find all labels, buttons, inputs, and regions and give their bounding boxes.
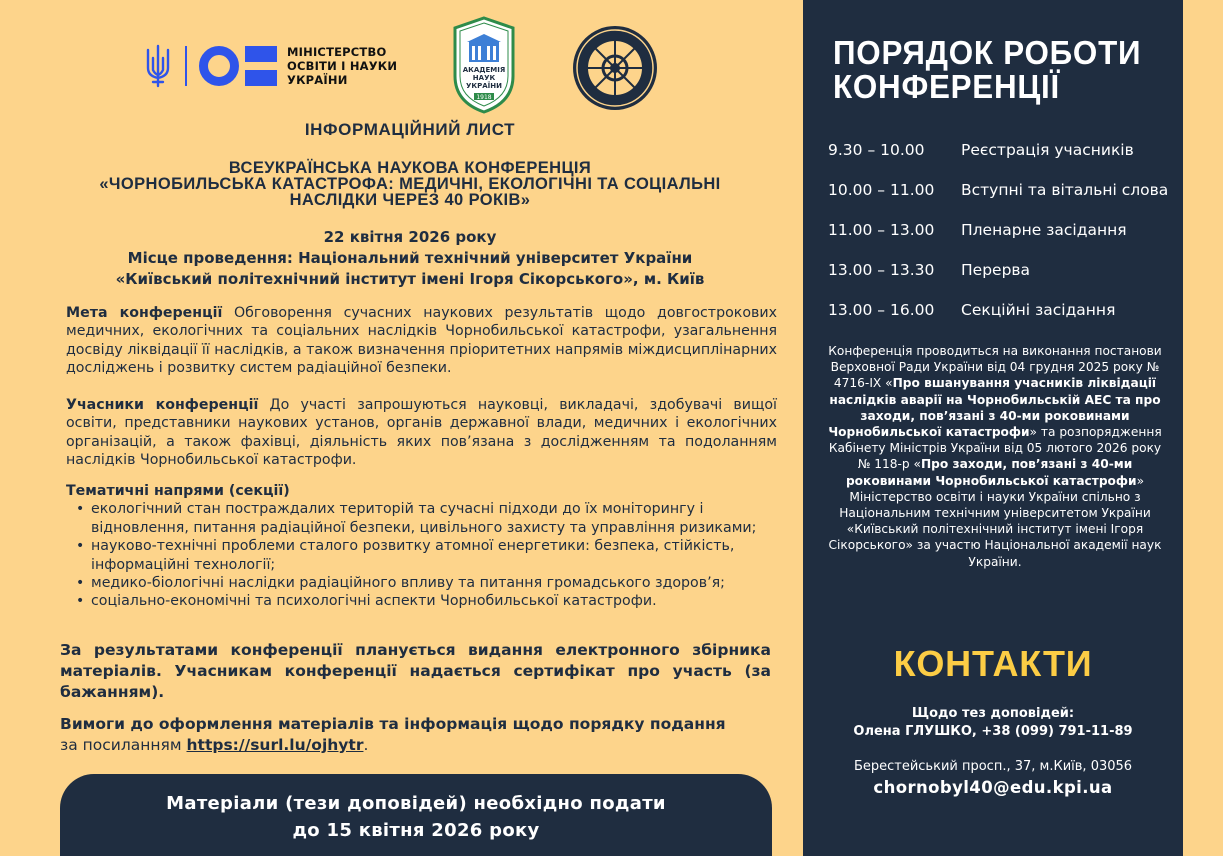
schedule-activity: Вступні та вітальні слова [961,181,1169,199]
schedule-activity: Перерва [961,261,1031,279]
decree-note: Конференція проводиться на виконання постанови Верховної Ради України від 04 грудня 2025 року № 4716-IX «Про вшанування учасників ліквідації наслідків аварії на Чорнобильській АЕС та про заходи, пов’язані з 40-ми роковинами Чорнобильської катастрофи» та розпорядження Кабінету Міністрів України від 05 лютого 2026 року № 118-р «Про заходи, пов’язані з 40-ми роковинами Чорнобильської катастрофи» Міністерство освіти і науки України спільно з Національним технічним університетом України «Київський політехнічний інститут імені Ігоря Сікорського» за участю Національної академії наук України. [828,344,1162,569]
svg-text:АКАДЕМІЯ: АКАДЕМІЯ [462,66,506,74]
logos-row [0,16,803,116]
deadline-banner: Матеріали (тези доповідей) необхідно подати до 15 квітня 2026 року [60,774,772,856]
list-item: • екологічний стан постраждалих територій та сучасні підходи до їх моніторингу і відновлення, питання радіаційної безпеки, цивільного захисту та управління ризиками; [78,500,777,537]
contact-email[interactable]: chornobyl40@edu.kpi.ua [873,778,1113,797]
contact-person: Олена ГЛУШКО, +38 (099) 791-11-89 [853,724,1133,739]
page-edge [1183,0,1223,856]
results-note: За результатами конференції планується видання електронного збірника матеріалів. Учасникам конференції надається сертифікат про участь (за бажанням). [60,641,771,701]
contacts-title: КОНТАКТИ [893,643,1093,684]
list-item: • соціально-економічні та психологічні аспекти Чорнобильської катастрофи. [78,592,777,610]
participants-paragraph: Учасники конференції До участі запрошуються науковці, викладачі, здобувачі вищої освіти, представники наукових установ, органів державної влади, медичних і екологічних організацій, а також фахівці, діяльність яких пов’язана з дослідженням та подоланням наслідків Чорнобильської катастрофи. [66,397,777,469]
table-row [828,210,1173,250]
contact-label: Щодо тез доповідей: [911,706,1075,721]
conference-title: ВСЕУКРАЇНСЬКА НАУКОВА КОНФЕРЕНЦІЯ «ЧОРНОБИЛЬСЬКА КАТАСТРОФА: МЕДИЧНІ, ЕКОЛОГІЧНІ ТА СОЦІАЛЬНІ НАСЛІДКИ ЧЕРЕЗ 40 РОКІВ» [99,159,721,209]
schedule-time: 10.00 – 11.00 [828,181,935,199]
schedule-activity: Секційні засідання [961,301,1116,319]
conference-date: 22 квітня 2026 року [323,228,497,246]
list-item: • науково-технічні проблеми сталого розвитку атомної енергетики: безпека, стійкість, інформаційні технології; [78,537,777,574]
schedule-table [828,130,1173,330]
goal-paragraph: Мета конференції Обговорення сучасних наукових результатів щодо довгострокових медичних, екологічних та соціальних наслідків Чорнобильської катастрофи, узагальнення досвіду ліквідації її наслідків, а також визначення пріоритетних напрямів міждисциплінарних досліджень і розвитку систем радіаційної безпеки. [66,305,777,377]
logo-divider [185,46,187,86]
academy-seal-icon [449,16,519,114]
schedule-title: ПОРЯДОК РОБОТИ КОНФЕРЕНЦІЇ [833,34,1142,105]
svg-text:1918: 1918 [476,94,492,101]
schedule-time: 9.30 – 10.00 [828,141,925,159]
schedule-time: 13.00 – 16.00 [828,301,935,319]
info-sheet-title: ІНФОРМАЦІЙНИЙ ЛИСТ [304,120,516,139]
table-row [828,170,1173,210]
topics-list [66,500,777,610]
requirements-link[interactable]: https://surl.lu/ojhytr [186,736,364,754]
schedule-time: 11.00 – 13.00 [828,221,935,239]
table-row [828,290,1173,330]
contact-address: Берестейський просп., 37, м.Київ, 03056 [853,759,1133,774]
trident-icon [143,44,173,88]
table-row [828,130,1173,170]
kpi-seal-icon [571,24,659,112]
svg-text:УКРАЇНИ: УКРАЇНИ [466,82,502,90]
schedule-activity: Пленарне засідання [961,221,1127,239]
right-panel [803,0,1183,856]
svg-text:НАУК: НАУК [472,74,496,82]
ministry-mark-icon [199,46,277,86]
ministry-logo [143,44,397,88]
schedule-activity: Реєстрація учасників [961,141,1134,159]
table-row [828,250,1173,290]
ministry-name: МІНІСТЕРСТВО ОСВІТИ І НАУКИ УКРАЇНИ [287,45,398,87]
topics-title: Тематичні напрями (секції) [66,483,290,499]
list-item: • медико-біологічні наслідки радіаційного впливу та питання громадського здоров’я; [78,574,777,592]
requirements-note: Вимоги до оформлення матеріалів та інформація щодо порядку подання за посиланням https://surl.lu/ojhytr. [60,715,726,754]
topics-section [66,482,777,611]
schedule-time: 13.00 – 13.30 [828,261,935,279]
conference-venue: Місце проведення: Національний технічний університет України «Київський політехнічний інститут імені Ігоря Сікорського», м. Київ [115,249,705,288]
